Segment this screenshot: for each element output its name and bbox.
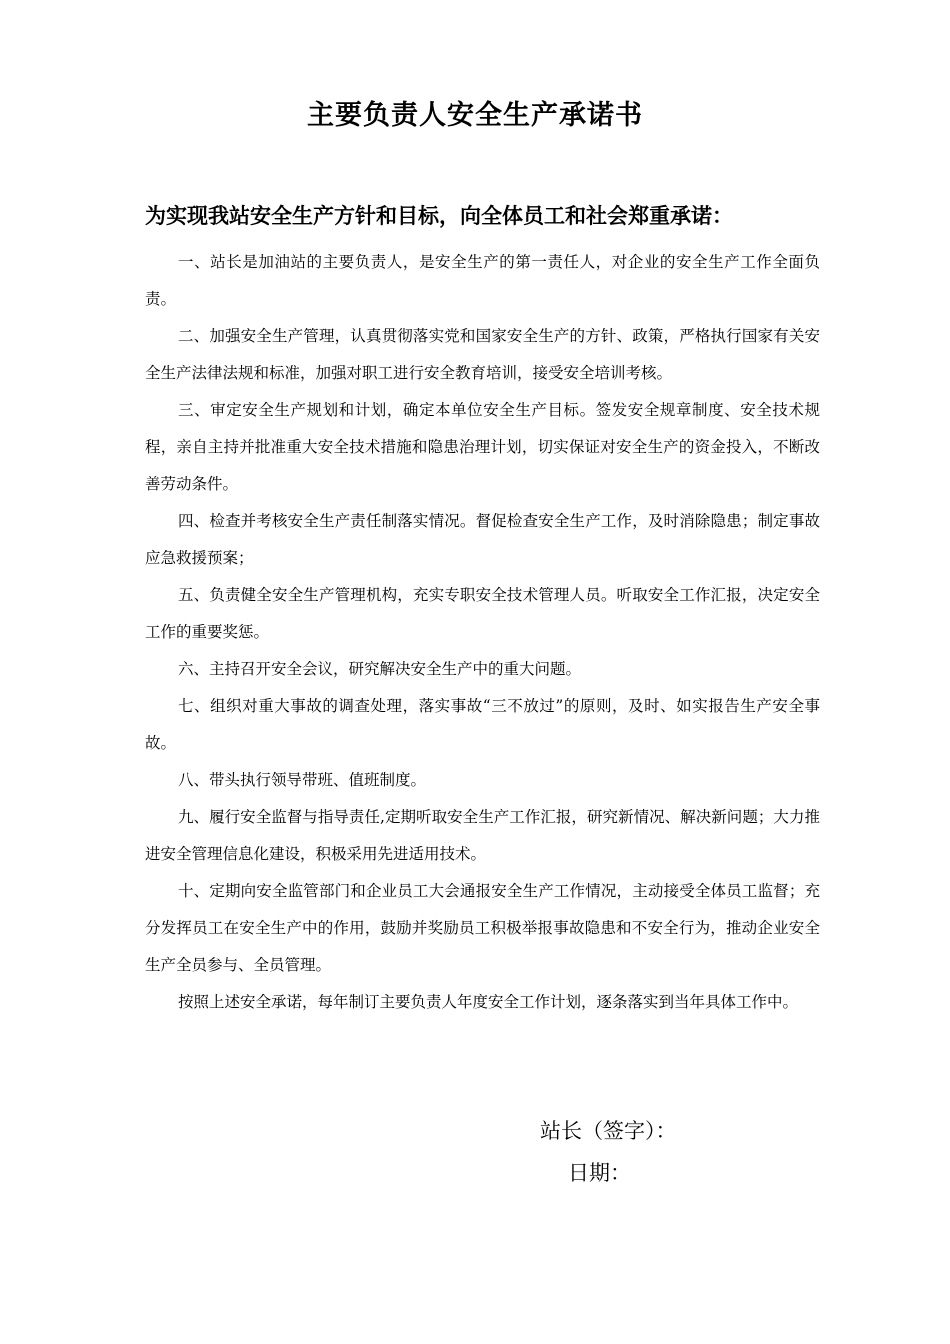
commitment-item-10: 十、定期向安全监管部门和企业员工大会通报安全生产工作情况，主动接受全体员工监督；充分发挥员工在安全生产中的作用，鼓励并奖励员工积极举报事故隐患和不安全行为，推动企业安全生产全员参与、全员管理。	[145, 882, 820, 974]
document-title: 主要负责人安全生产承诺书	[307, 100, 643, 131]
closing-paragraph: 按照上述安全承诺，每年制订主要负责人年度安全工作计划，逐条落实到当年具体工作中。	[178, 993, 799, 1011]
signature-label: 站长（签字）：	[540, 1119, 677, 1143]
commitment-item-4: 四、检查并考核安全生产责任制落实情况。督促检查安全生产工作，及时消除隐患；制定事故应急救援预案；	[145, 512, 820, 567]
commitment-item-8: 八、带头执行领导带班、值班制度。	[178, 771, 427, 789]
commitment-item-6: 六、主持召开安全会议，研究解决安全生产中的重大问题。	[178, 660, 582, 678]
date-label: 日期：	[568, 1161, 631, 1185]
commitment-item-1: 一、站长是加油站的主要负责人，是安全生产的第一责任人，对企业的安全生产工作全面负责。	[145, 253, 820, 308]
commitment-body	[145, 244, 820, 1021]
commitment-item-9: 九、履行安全监督与指导责任,定期听取安全生产工作汇报，研究新情况、解决新问题；大力推进安全管理信息化建设，积极采用先进适用技术。	[145, 808, 820, 863]
intro-statement: 为实现我站安全生产方针和目标，向全体员工和社会郑重承诺：	[145, 203, 733, 228]
commitment-item-5: 五、负责健全安全生产管理机构，充实专职安全技术管理人员。听取安全工作汇报，决定安全工作的重要奖惩。	[145, 586, 820, 641]
commitment-item-3: 三、审定安全生产规划和计划，确定本单位安全生产目标。签发安全规章制度、安全技术规程，亲自主持并批准重大安全技术措施和隐患治理计划，切实保证对安全生产的资金投入，不断改善劳动条件。	[145, 401, 820, 493]
signature-block	[540, 1110, 677, 1194]
commitment-item-7: 七、组织对重大事故的调查处理，落实事故“三不放过”的原则，及时、如实报告生产安全事故。	[145, 697, 820, 752]
commitment-item-2: 二、加强安全生产管理，认真贯彻落实党和国家安全生产的方针、政策，严格执行国家有关安全生产法律法规和标准，加强对职工进行安全教育培训，接受安全培训考核。	[145, 327, 820, 382]
